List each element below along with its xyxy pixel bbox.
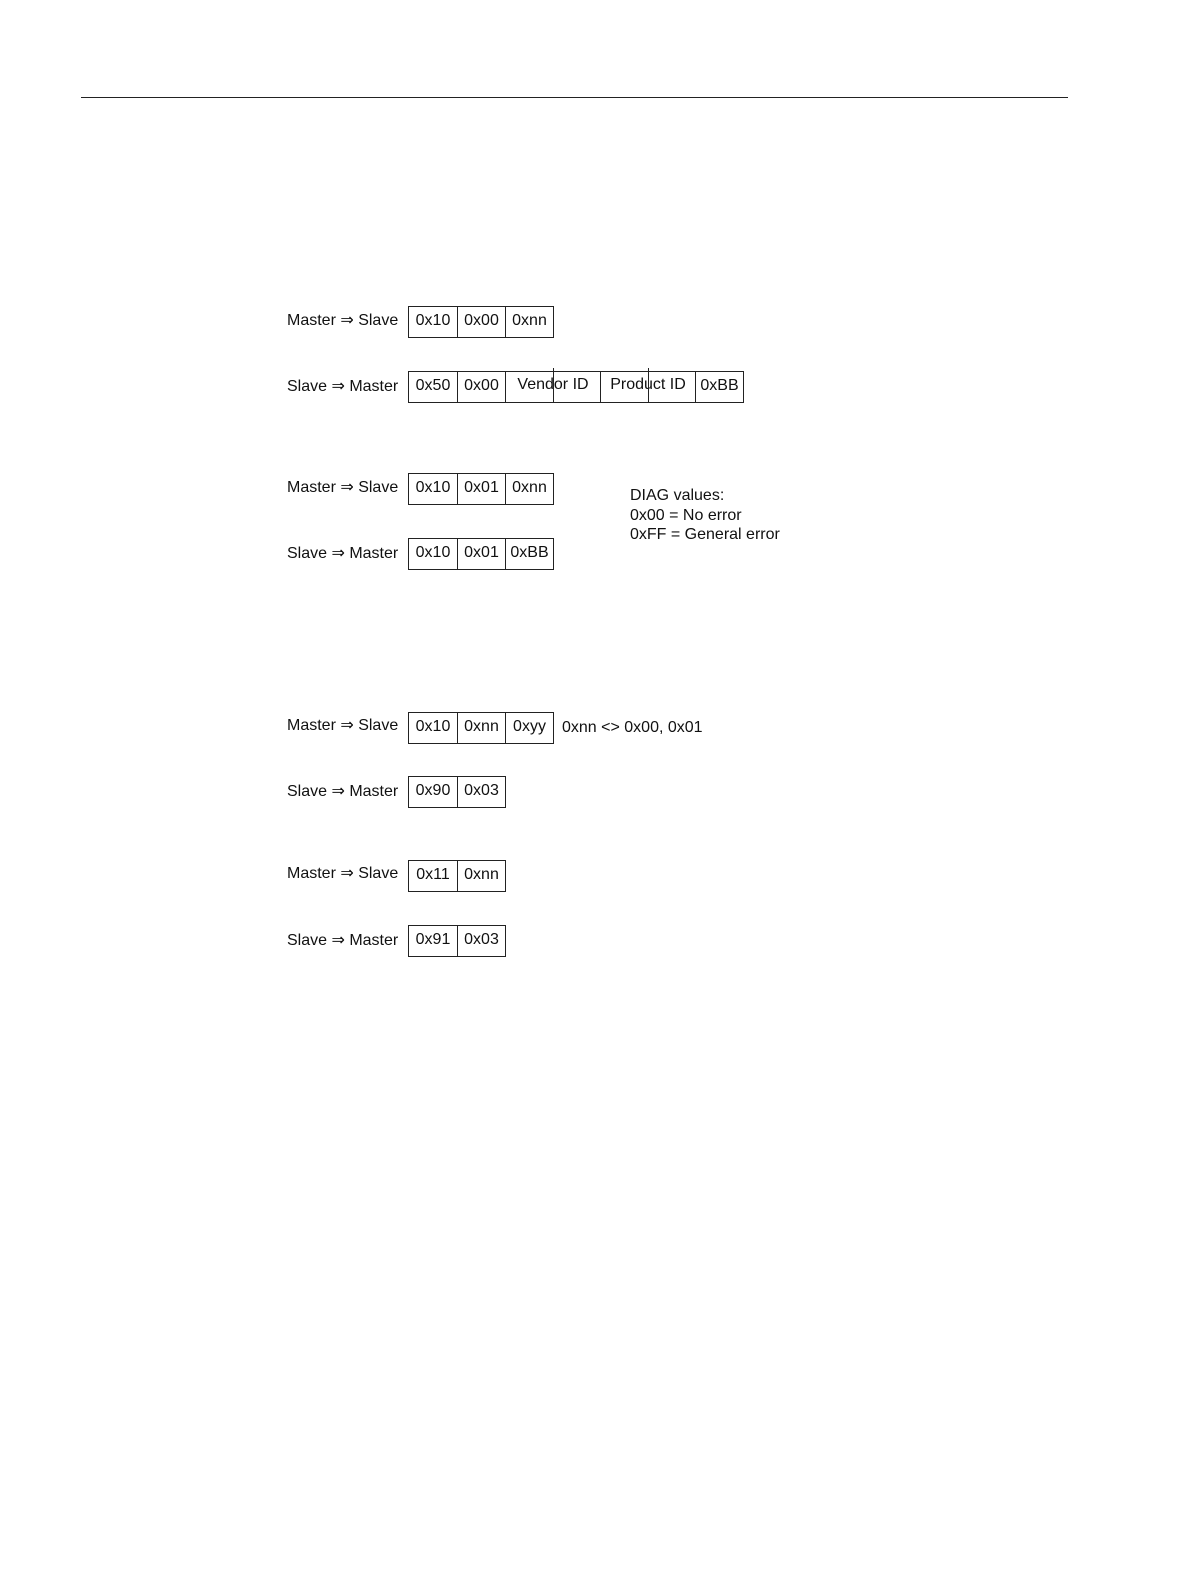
frame-error-response-0x91 bbox=[408, 925, 506, 957]
row-label-master-to-slave: Master ⇒ Slave bbox=[287, 717, 399, 734]
row-label-slave-to-master: Slave ⇒ Master bbox=[287, 545, 399, 562]
row-label-master-to-slave: Master ⇒ Slave bbox=[287, 312, 399, 329]
row-label-master-to-slave: Master ⇒ Slave bbox=[287, 479, 399, 496]
frame-field: 0x10 bbox=[415, 312, 451, 329]
frame-field: 0x00 bbox=[457, 307, 505, 337]
frame-field: 0x03 bbox=[457, 926, 505, 956]
row-label-master-to-slave: Master ⇒ Slave bbox=[287, 865, 399, 882]
frame-diag-response bbox=[408, 538, 554, 570]
frame-field: 0x10 bbox=[415, 544, 451, 561]
frame-field: 0xyy bbox=[505, 713, 553, 743]
frame-field: 0xBB bbox=[695, 372, 743, 402]
diag-values-note bbox=[630, 486, 780, 545]
frame-field: 0x11 bbox=[416, 866, 450, 883]
frame-field-vendor-id: Vendor ID bbox=[505, 372, 600, 402]
frame-request-0x11 bbox=[408, 860, 506, 892]
row-label-slave-to-master: Slave ⇒ Master bbox=[287, 378, 399, 395]
diag-note-line: 0xFF = General error bbox=[630, 526, 780, 543]
frame-unknown-request bbox=[408, 712, 554, 744]
diag-note-heading: DIAG values: bbox=[630, 487, 725, 504]
row-label-slave-to-master: Slave ⇒ Master bbox=[287, 783, 399, 800]
frame-field: 0x50 bbox=[415, 377, 451, 394]
frame-field: 0x10 bbox=[415, 479, 451, 496]
frame-field: 0xnn bbox=[457, 713, 505, 743]
frame-field: 0xnn bbox=[457, 861, 505, 891]
frame-field: 0x01 bbox=[457, 474, 505, 504]
frame-field: 0xnn bbox=[505, 307, 553, 337]
frame-field: 0x01 bbox=[457, 539, 505, 569]
frame-field: 0x00 bbox=[457, 372, 505, 402]
frame-read-id-response bbox=[408, 371, 744, 403]
frame-read-id-request bbox=[408, 306, 554, 338]
diag-note-line: 0x00 = No error bbox=[630, 506, 742, 524]
frame-field: 0xBB bbox=[505, 539, 553, 569]
frame-field: 0x03 bbox=[457, 777, 505, 807]
header-rule bbox=[81, 97, 1068, 98]
frame-error-response bbox=[408, 776, 506, 808]
frame-field: 0xnn bbox=[505, 474, 553, 504]
frame-field: 0x91 bbox=[415, 931, 451, 948]
condition-note: 0xnn <> 0x00, 0x01 bbox=[562, 719, 703, 736]
frame-field-product-id: Product ID bbox=[600, 372, 695, 402]
frame-field: 0x90 bbox=[415, 782, 451, 799]
frame-diag-request bbox=[408, 473, 554, 505]
frame-field: 0x10 bbox=[415, 718, 451, 735]
row-label-slave-to-master: Slave ⇒ Master bbox=[287, 932, 399, 949]
